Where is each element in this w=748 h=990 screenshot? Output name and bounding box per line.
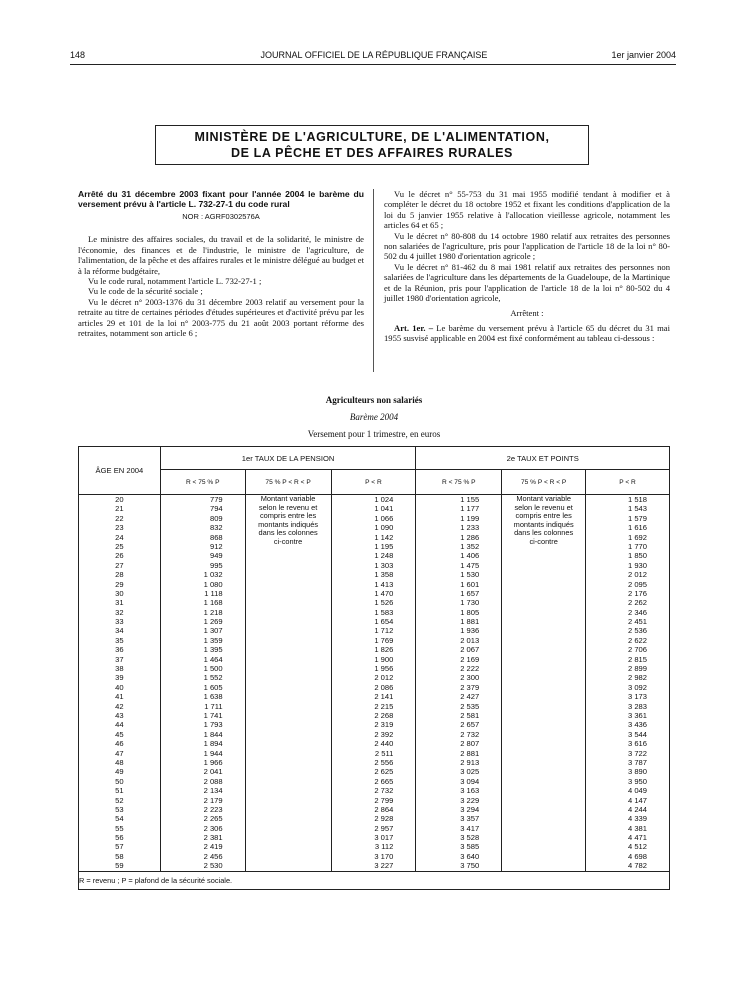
table-cell: 1 770 xyxy=(627,541,647,551)
table-cell: 2 141 xyxy=(374,692,394,702)
table-cell: 3 229 xyxy=(460,795,480,805)
table-cell: 2 928 xyxy=(374,814,394,824)
col-points-high xyxy=(586,495,670,872)
table-cell: 55 xyxy=(115,823,124,833)
table-cell: 2 300 xyxy=(460,673,480,683)
table-cell: 1 032 xyxy=(203,570,223,580)
table-cell: 1 177 xyxy=(460,504,480,514)
page-number: 148 xyxy=(70,50,86,60)
table-cell: 2 899 xyxy=(627,664,647,674)
table-cell: 1 080 xyxy=(203,579,223,589)
table-cell: 2 732 xyxy=(374,786,394,796)
table-cell: 1 936 xyxy=(460,626,480,636)
table-cell: 1 769 xyxy=(374,635,394,645)
table-cell: 40 xyxy=(115,682,124,692)
table-cell: 2 223 xyxy=(203,804,223,814)
table-cell: 1 579 xyxy=(627,513,647,523)
table-cell: 3 283 xyxy=(627,701,647,711)
issue-date: 1er janvier 2004 xyxy=(611,50,676,60)
table-cell: 23 xyxy=(115,523,124,533)
bareme-table xyxy=(78,446,670,890)
nor-reference: NOR : AGRF0302576A xyxy=(182,212,260,221)
table-cell: 779 xyxy=(209,495,223,504)
table-cell: 1 358 xyxy=(374,570,394,580)
table-cell: 1 352 xyxy=(460,541,480,551)
left-column xyxy=(78,189,364,338)
table-cell: 48 xyxy=(115,757,124,767)
table-cell: 1 024 xyxy=(374,495,394,504)
table-cell: 26 xyxy=(115,551,124,561)
table-cell: 3 173 xyxy=(627,692,647,702)
table-cell: 28 xyxy=(115,570,124,580)
table-cell: 2 530 xyxy=(203,861,223,871)
table-cell: 2 041 xyxy=(203,767,223,777)
table-cell: 3 227 xyxy=(374,861,394,871)
table-cell: 1 616 xyxy=(627,523,647,533)
table-cell: 3 017 xyxy=(374,833,394,843)
table-cell: 2 864 xyxy=(374,804,394,814)
table-cell: 2 536 xyxy=(627,626,647,636)
table-cell: 832 xyxy=(209,523,223,533)
table-cell: 1 956 xyxy=(374,664,394,674)
table-cell: 4 049 xyxy=(627,786,647,796)
visa-decret-1981: Vu le décret n° 81-462 du 8 mai 1981 relatif aux retraites des personnes non salariées de l'agriculture dans les départements de la Guadeloupe, de la Martinique et de la Réunion, pris pour l'application de l'article 18 de la loi n° 80-502 du 4 juillet 1980 d'orientation agricole, xyxy=(384,261,670,304)
table-cell: 39 xyxy=(115,673,124,683)
table-cell: 34 xyxy=(115,626,124,636)
table-cell: 46 xyxy=(115,739,124,749)
table-cell: 2 581 xyxy=(460,710,480,720)
table-cell: 1 218 xyxy=(203,607,223,617)
table-cell: 2 419 xyxy=(203,842,223,852)
table-cell: 2 799 xyxy=(374,795,394,805)
table-cell: 54 xyxy=(115,814,124,824)
table-cell: 49 xyxy=(115,767,124,777)
table-cell: 868 xyxy=(209,532,223,542)
table-cell: 2 881 xyxy=(460,748,480,758)
table-cell: 2 556 xyxy=(374,757,394,767)
table-cell: 53 xyxy=(115,804,124,814)
col-pension-high xyxy=(331,495,416,872)
ministry-line-1: MINISTÈRE DE L'AGRICULTURE, DE L'ALIMENTATION, xyxy=(194,130,550,144)
col-pension-low xyxy=(160,495,245,872)
table-cell: 32 xyxy=(115,607,124,617)
table-cell: 4 244 xyxy=(627,804,647,814)
journal-title: JOURNAL OFFICIEL DE LA RÉPUBLIQUE FRANÇAISE xyxy=(260,50,488,60)
table-cell: 2 665 xyxy=(374,776,394,786)
table-cell: 50 xyxy=(115,776,124,786)
table-cell: 45 xyxy=(115,729,124,739)
table-cell: 1 395 xyxy=(203,645,223,655)
table-cell: 4 471 xyxy=(627,833,647,843)
table-cell: 912 xyxy=(209,541,223,551)
table-cell: 1 090 xyxy=(374,523,394,533)
table-cell: 57 xyxy=(115,842,124,852)
table-cell: 2 346 xyxy=(627,607,647,617)
table-cell: 1 805 xyxy=(460,607,480,617)
table-cell: 1 900 xyxy=(374,654,394,664)
table-cell: 3 950 xyxy=(627,776,647,786)
table-cell: 42 xyxy=(115,701,124,711)
column-divider xyxy=(373,189,374,372)
table-cell: 3 170 xyxy=(374,851,394,861)
table-cell: 3 357 xyxy=(460,814,480,824)
table-cell: 1 470 xyxy=(374,588,394,598)
table-cell: 4 147 xyxy=(627,795,647,805)
table-cell: 1 944 xyxy=(203,748,223,758)
table-cell: 1 168 xyxy=(203,598,223,608)
group-header-1: 1er TAUX DE LA PENSION xyxy=(160,447,416,470)
table-cell: 20 xyxy=(115,495,124,504)
table-cell: 1 712 xyxy=(374,626,394,636)
visa-decret-1955: Vu le décret n° 55-753 du 31 mai 1955 modifié tendant à modifier et à compléter le décret du 18 octobre 1952 et fixant les conditions d'application de la loi du 5 janvier 1955 relative à l'allocation vieillesse agricole, notamment les articles 64 et 65 ; xyxy=(384,189,670,231)
table-cell: 2 262 xyxy=(627,598,647,608)
table-cell: 2 427 xyxy=(460,692,480,702)
table-cell: 2 179 xyxy=(203,795,223,805)
table-cell: 31 xyxy=(115,598,124,608)
ministry-heading xyxy=(155,125,589,165)
table-cell: 809 xyxy=(209,513,223,523)
table-cell: 2 451 xyxy=(627,617,647,627)
table-cell: 1 155 xyxy=(460,495,480,504)
table-cell: 1 500 xyxy=(203,664,223,674)
subheader-6: P < R xyxy=(586,470,670,495)
table-cell: 2 815 xyxy=(627,654,647,664)
table-cell: 38 xyxy=(115,664,124,674)
table-caption: Versement pour 1 trimestre, en euros xyxy=(307,429,441,439)
table-cell: 3 094 xyxy=(460,776,480,786)
table-cell: 794 xyxy=(209,504,223,514)
table-cell: 58 xyxy=(115,851,124,861)
subheader-2: 75 % P < R < P xyxy=(245,470,331,495)
table-cell: 2 222 xyxy=(460,664,480,674)
age-header: ÂGE EN 2004 xyxy=(79,447,161,495)
visa-code-rural: Vu le code rural, notamment l'article L. 732-27-1 ; xyxy=(88,276,262,287)
table-cell: 3 163 xyxy=(460,786,480,796)
table-cell: 1 530 xyxy=(460,570,480,580)
table-cell: 1 657 xyxy=(460,588,480,598)
table-cell: 2 381 xyxy=(203,833,223,843)
table-cell: 41 xyxy=(115,692,124,702)
col-points-low xyxy=(416,495,502,872)
table-cell: 3 787 xyxy=(627,757,647,767)
table-cell: 2 013 xyxy=(460,635,480,645)
subheader-5: 75 % P < R < P xyxy=(502,470,586,495)
table-cell: 2 913 xyxy=(460,757,480,767)
col-pension-mid xyxy=(245,495,331,872)
arretent-label: Arrêtent : xyxy=(510,308,544,319)
table-cell: 2 732 xyxy=(460,729,480,739)
table-cell: 1 518 xyxy=(627,495,647,504)
table-cell: 3 722 xyxy=(627,748,647,758)
table-cell: 2 625 xyxy=(374,767,394,777)
table-cell: 1 269 xyxy=(203,617,223,627)
table-cell: 1 233 xyxy=(460,523,480,533)
table-cell: 2 456 xyxy=(203,851,223,861)
table-cell: 2 706 xyxy=(627,645,647,655)
table-cell: 3 585 xyxy=(460,842,480,852)
table-cell: 33 xyxy=(115,617,124,627)
table-cell: 43 xyxy=(115,710,124,720)
table-cell: 1 543 xyxy=(627,504,647,514)
table-cell: 2 169 xyxy=(460,654,480,664)
table-cell: 1 248 xyxy=(374,551,394,561)
table-cell: 2 067 xyxy=(460,645,480,655)
table-cell: 949 xyxy=(209,551,223,561)
age-column xyxy=(79,495,161,872)
table-cell: 2 535 xyxy=(460,701,480,711)
table-cell: 29 xyxy=(115,579,124,589)
subheader-1: R < 75 % P xyxy=(160,470,245,495)
table-cell: 56 xyxy=(115,833,124,843)
visa-decret-1980: Vu le décret n° 80-808 du 14 octobre 1980 relatif aux retraites des personnes non salariées de l'agriculture, pris pour l'application de l'article 18 de la loi n° 80-502 du 4 juillet 1980 d'orientation agricole ; xyxy=(384,230,670,262)
table-cell: 3 361 xyxy=(627,710,647,720)
visa-code-securite-sociale: Vu le code de la sécurité sociale ; xyxy=(88,286,203,297)
table-cell: 2 268 xyxy=(374,710,394,720)
table-footnote: R = revenu ; P = plafond de la sécurité sociale. xyxy=(79,871,670,889)
table-cell: 22 xyxy=(115,513,124,523)
right-column xyxy=(384,189,670,344)
table-cell: 1 850 xyxy=(627,551,647,561)
table-cell: 1 601 xyxy=(460,579,480,589)
table-cell: 2 982 xyxy=(627,673,647,683)
table-cell: 3 750 xyxy=(460,861,480,871)
table-cell: 47 xyxy=(115,748,124,758)
table-cell: 1 638 xyxy=(203,692,223,702)
table-cell: 4 782 xyxy=(627,861,647,871)
subheader-4: R < 75 % P xyxy=(416,470,502,495)
table-cell: 51 xyxy=(115,786,124,796)
table-cell: 4 512 xyxy=(627,842,647,852)
table-cell: 1 307 xyxy=(203,626,223,636)
table-cell: 1 142 xyxy=(374,532,394,542)
table-cell: 3 890 xyxy=(627,767,647,777)
table-cell: 1 605 xyxy=(203,682,223,692)
group-header-2: 2e TAUX ET POINTS xyxy=(416,447,670,470)
table-cell: 1 195 xyxy=(374,541,394,551)
table-cell: 1 793 xyxy=(203,720,223,730)
table-cell: 3 025 xyxy=(460,767,480,777)
table-cell: 3 616 xyxy=(627,739,647,749)
table-cell: 2 807 xyxy=(460,739,480,749)
table-cell: 2 379 xyxy=(460,682,480,692)
table-cell: 1 413 xyxy=(374,579,394,589)
table-cell: 1 654 xyxy=(374,617,394,627)
col-points-mid xyxy=(502,495,586,872)
table-cell: 4 381 xyxy=(627,823,647,833)
table-cell: 4 339 xyxy=(627,814,647,824)
table-cell: 1 583 xyxy=(374,607,394,617)
table-cell: 2 306 xyxy=(203,823,223,833)
table-cell: 1 066 xyxy=(374,513,394,523)
ministry-line-2: DE LA PÊCHE ET DES AFFAIRES RURALES xyxy=(231,146,513,160)
table-cell: 2 622 xyxy=(627,635,647,645)
table-cell: 3 092 xyxy=(627,682,647,692)
table-cell: 1 475 xyxy=(460,560,480,570)
table-cell: 1 303 xyxy=(374,560,394,570)
visa-decret-2003: Vu le décret n° 2003-1376 du 31 décembre 2003 relatif au versement pour la retraite au titre de certaines périodes d'études supérieures et d'activité prévu par les articles 29 et 101 de la loi n° 2003-775 du 21 août 2003 portant réforme des retraites, notamment son article 6 ; xyxy=(78,296,364,339)
table-cell: 2 012 xyxy=(627,570,647,580)
table-cell: 2 088 xyxy=(203,776,223,786)
table-cell: 35 xyxy=(115,635,124,645)
header-rule xyxy=(70,64,676,65)
table-cell: 2 319 xyxy=(374,720,394,730)
table-cell: 1 966 xyxy=(203,757,223,767)
table-cell: 1 359 xyxy=(203,635,223,645)
table-cell: 2 095 xyxy=(627,579,647,589)
table-cell: 24 xyxy=(115,532,124,542)
table-cell: 1 826 xyxy=(374,645,394,655)
table-cell: 3 436 xyxy=(627,720,647,730)
article-1-text: Le barème du versement prévu à l'article 65 du décret du 31 mai 1955 susvisé applicable en 2004 est fixé conformément au tableau ci-dessous : xyxy=(384,322,671,344)
table-cell: 2 134 xyxy=(203,786,223,796)
table-cell: 59 xyxy=(115,861,124,871)
table-cell: 3 640 xyxy=(460,851,480,861)
table-cell: 21 xyxy=(115,504,124,514)
variable-amount-note-1: Montant variable selon le revenu et compris entre les montants indiqués dans les colonnes ci-contre xyxy=(258,494,319,546)
table-cell: 2 392 xyxy=(374,729,394,739)
table-cell: 3 544 xyxy=(627,729,647,739)
article-1-label: Art. 1er. – xyxy=(394,322,434,333)
article-1 xyxy=(384,323,670,344)
table-cell: 1 881 xyxy=(460,617,480,627)
table-cell: 1 741 xyxy=(203,710,223,720)
table-cell: 3 294 xyxy=(460,804,480,814)
table-cell: 1 930 xyxy=(627,560,647,570)
table-cell: 1 526 xyxy=(374,598,394,608)
table-cell: 44 xyxy=(115,720,124,730)
table-cell: 27 xyxy=(115,560,124,570)
table-cell: 1 199 xyxy=(460,513,480,523)
table-cell: 37 xyxy=(115,654,124,664)
table-cell: 1 692 xyxy=(627,532,647,542)
preamble-paragraph: Le ministre des affaires sociales, du travail et de la solidarité, le ministre de l'économie, des finances et de l'industrie, le ministre de l'agriculture, de l'alimentation, de la pêche et des affaires rurales et le ministre délégué au budget et à la réforme budgétaire, xyxy=(78,234,364,276)
table-cell: 1 464 xyxy=(203,654,223,664)
table-cell: 1 286 xyxy=(460,532,480,542)
table-cell: 4 698 xyxy=(627,851,647,861)
table-cell: 52 xyxy=(115,795,124,805)
table-cell: 2 440 xyxy=(374,739,394,749)
table-cell: 1 118 xyxy=(204,588,223,598)
table-cell: 2 215 xyxy=(374,701,394,711)
table-cell: 2 012 xyxy=(374,673,394,683)
table-cell: 3 112 xyxy=(374,842,394,852)
subheader-3: P < R xyxy=(331,470,416,495)
table-cell: 36 xyxy=(115,645,124,655)
table-cell: 1 406 xyxy=(460,551,480,561)
table-cell: 2 957 xyxy=(374,823,394,833)
table-subtitle: Barème 2004 xyxy=(349,412,399,422)
decree-title: Arrêté du 31 décembre 2003 fixant pour l'année 2004 le barème du versement prévu à l'article L. 732-27-1 du code rural xyxy=(78,189,364,209)
table-cell: 1 894 xyxy=(203,739,223,749)
table-cell: 2 086 xyxy=(374,682,394,692)
table-cell: 1 844 xyxy=(203,729,223,739)
table-cell: 3 528 xyxy=(460,833,480,843)
table-cell: 2 511 xyxy=(374,748,394,758)
table-cell: 1 711 xyxy=(204,701,223,711)
table-cell: 995 xyxy=(209,560,223,570)
table-title: Agriculteurs non salariés xyxy=(325,395,423,405)
table-cell: 1 041 xyxy=(374,504,394,514)
table-cell: 25 xyxy=(115,541,124,551)
table-cell: 2 657 xyxy=(460,720,480,730)
table-cell: 30 xyxy=(115,588,124,598)
table-cell: 1 552 xyxy=(203,673,223,683)
variable-amount-note-2: Montant variable selon le revenu et compris entre les montants indiqués dans les colonnes ci-contre xyxy=(513,494,574,546)
table-cell: 1 730 xyxy=(460,598,480,608)
table-cell: 3 417 xyxy=(460,823,480,833)
table-cell: 2 265 xyxy=(203,814,223,824)
table-cell: 2 176 xyxy=(627,588,647,598)
